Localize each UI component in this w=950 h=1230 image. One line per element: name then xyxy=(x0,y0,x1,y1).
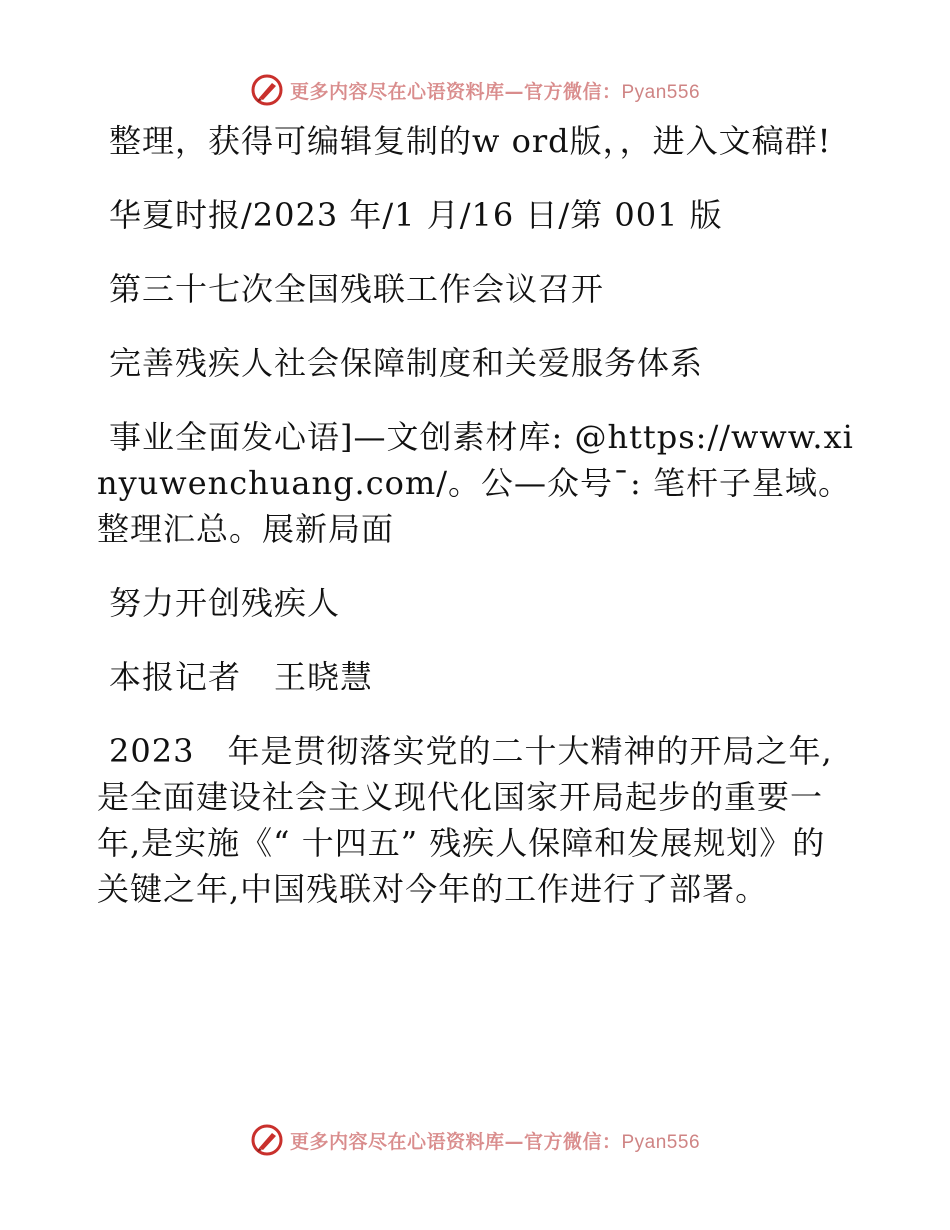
page-footer-banner xyxy=(0,1120,950,1160)
paragraph: 整理，获得可编辑复制的w ord版，，进入文稿群! xyxy=(109,122,832,160)
paragraph: 完善残疾人社会保障制度和关爱服务体系 xyxy=(109,344,704,382)
footer-banner-label: 更多内容尽在心语资料库—官方微信： xyxy=(289,1130,622,1153)
pen-logo-icon xyxy=(250,73,284,107)
header-banner-text xyxy=(290,77,700,104)
footer-wechat-id: Pyan556 xyxy=(621,1131,701,1153)
paragraph: 努力开创残疾人 xyxy=(109,584,341,622)
footer-banner-text xyxy=(290,1127,700,1154)
paragraph: 2023 年是贯彻落实党的二十大精神的开局之年,是全面建设社会主义现代化国家开局起步的重要一年,是实施《“ 十四五” 残疾人保障和发展规划》的关键之年,中国残联对今年的工作进行了部署。 xyxy=(97,732,833,908)
header-banner-label: 更多内容尽在心语资料库—官方微信： xyxy=(289,80,622,103)
paragraph: 华夏时报/2023 年/1 月/16 日/第 001 版 xyxy=(109,196,723,234)
paragraph: 事业全面发心语]—文创素材库: @https://www.xinyuwenchuang.com/。公—众号¯: 笔杆子星域。整理汇总。展新局面 xyxy=(97,418,854,548)
paragraph: 第三十七次全国残联工作会议召开 xyxy=(109,270,605,308)
document-body xyxy=(97,118,857,940)
page-header-banner xyxy=(0,70,950,110)
paragraph: 本报记者 王晓慧 xyxy=(109,658,374,696)
pen-logo-icon xyxy=(250,1123,284,1157)
header-wechat-id: Pyan556 xyxy=(621,81,701,103)
